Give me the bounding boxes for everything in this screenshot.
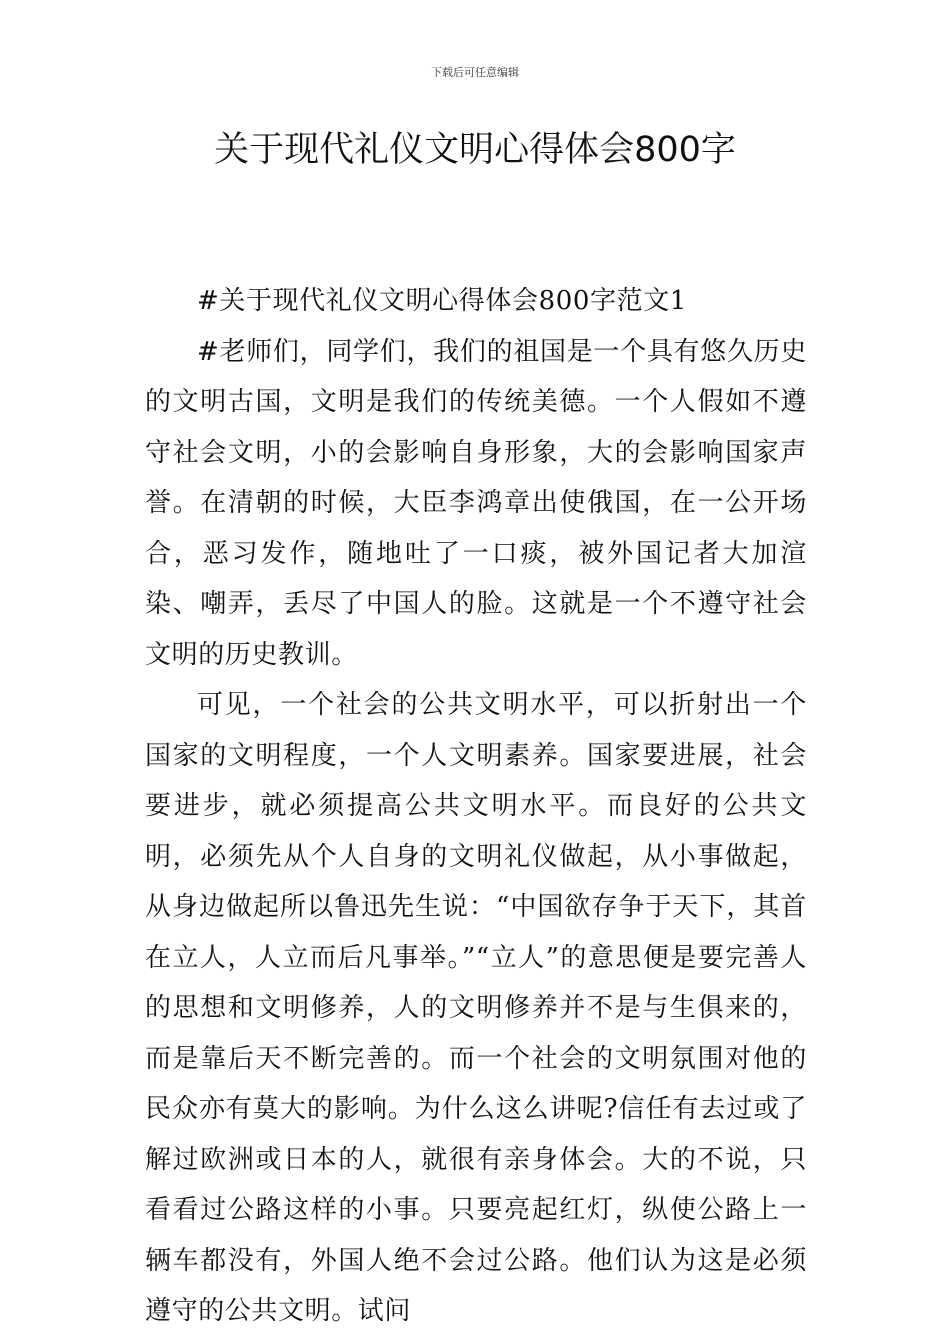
- document-body: [145, 276, 807, 1337]
- paragraph-1: #老师们，同学们，我们的祖国是一个具有悠久历史的文明古国，文明是我们的传统美德。一个人假如不遵守社会文明，小的会影响自身形象，大的会影响国家声誉。在清朝的时候，大臣李鸿章出使俄国，在一公开场合，恶习发作，随地吐了一口痰，被外国记者大加渲染、嘲弄，丢尽了中国人的脸。这就是一个不遵守社会文明的历史教训。: [145, 336, 807, 670]
- header-note: 下载后可任意编辑: [431, 66, 519, 79]
- paragraph-2: 可见，一个社会的公共文明水平，可以折射出一个国家的文明程度，一个人文明素养。国家要进展，社会要进步，就必须提高公共文明水平。而良好的公共文明，必须先从个人自身的文明礼仪做起，从小事做起，从身边做起所以鲁迅先生说：“中国欲存争于天下，其首在立人，人立而后凡事举。”“立人”的意思便是要完善人的思想和文明修养，人的文明修养并不是与生俱来的，而是靠后天不断完善的。而一个社会的文明氛围对他的民众亦有莫大的影响。为什么这么讲呢?信任有去过或了解过欧洲或日本的人，就很有亲身体会。大的不说，只看看过公路这样的小事。只要亮起红灯，纵使公路上一辆车都没有，外国人绝不会过公路。他们认为这是必须遵守的公共文明。试问: [145, 690, 807, 1326]
- section-heading: #关于现代礼仪文明心得体会800字范文1: [197, 286, 687, 316]
- document-title: 关于现代礼仪文明心得体会800字: [214, 130, 736, 170]
